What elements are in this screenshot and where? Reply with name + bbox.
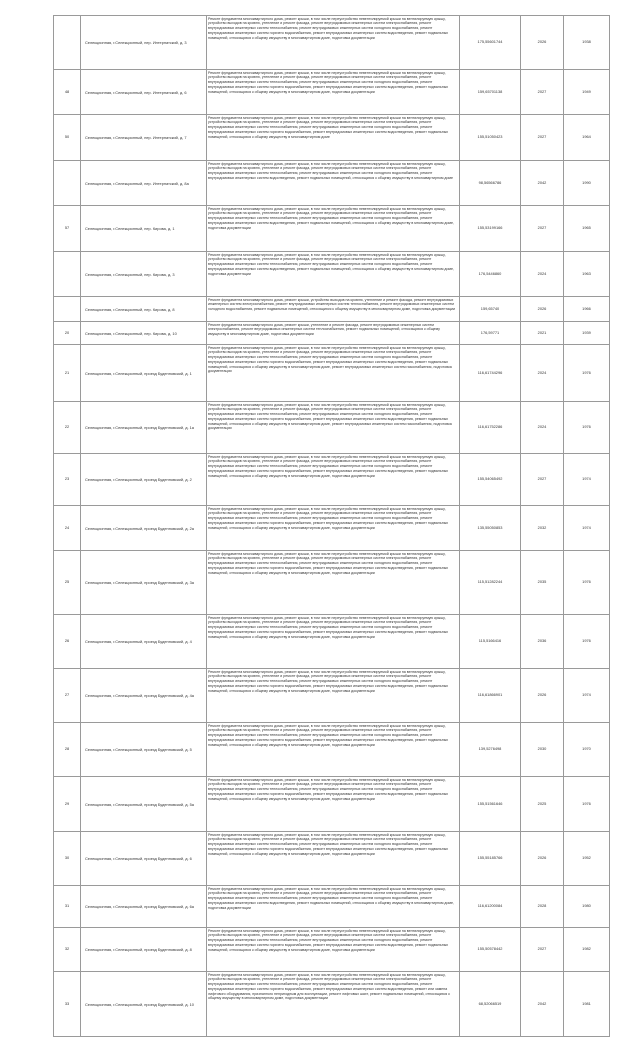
address-cell: Селекционная, г.Селекционный, проезд Буденновский, д. 10	[81, 972, 207, 1037]
build-year-cell: 1952	[564, 832, 610, 886]
table-row	[54, 928, 610, 972]
row-number-cell: 32	[54, 928, 81, 972]
build-year-cell: 1976	[564, 551, 610, 615]
year-cell: 2035	[521, 551, 564, 615]
works-description-cell: Ремонт фундамента многоквартирного дома, ремонт крыши, утепление и ремонт фасада, ремонт внутридомовых инженерных систем электроснабжения, ремонт внутридомовых инженерных систем теплоснабжения, ремонт подвальных помещений, относящихся к общему имуществу в многоквартирном доме, подготовка документации	[207, 322, 460, 345]
value-cell: 175,55601744	[460, 16, 521, 70]
value-cell: 155,51561646	[460, 777, 521, 832]
year-cell: 2027	[521, 928, 564, 972]
table-row	[54, 669, 610, 723]
row-number-cell: 22	[54, 402, 81, 454]
works-description-cell: Ремонт фундамента многоквартирного дома, ремонт крыши, в том числе переустройство невентилируемой крыши на вентилируемую крышу, устройство выходов на кровлю, утепление и ремонт фасада, ремонт внутридомовых инженерных систем электроснабжения, ремонт внутридомовых инженерных систем теплоснабжения, ремонт внутридомовых инженерных систем холодного водоснабжения, ремонт внутридомовых инженерных систем горячего водоснабжения, ремонт внутридомовых инженерных систем водоотведения, ремонт подвальных помещений, относящихся к общему имуществу в многоквартирном доме, подготовка документации	[207, 777, 460, 832]
table-row	[54, 972, 610, 1037]
build-year-cell: 1974	[564, 454, 610, 506]
works-description-cell: Ремонт фундамента многоквартирного дома, ремонт крыши, в том числе переустройство невентилируемой крыши на вентилируемую крышу, устройство выходов на кровлю, утепление и ремонт фасада, ремонт внутридомовых инженерных систем электроснабжения, ремонт внутридомовых инженерных систем теплоснабжения, ремонт внутридомовых инженерных систем холодного водоснабжения, ремонт внутридомовых инженерных систем водоотведения, ремонт подвальных помещений, относящихся к общему имуществу в многоквартирном доме, подготовка документации	[207, 206, 460, 252]
table-row	[54, 115, 610, 161]
value-cell: 155,53199166	[460, 206, 521, 252]
address-cell: Селекционная, г.Селекционный, проезд Буденновский, д. 5а	[81, 777, 207, 832]
works-description-cell: Ремонт фундамента многоквартирного дома, ремонт крыши, в том числе переустройство невентилируемой крыши на вентилируемую крышу, устройство выходов на кровлю, утепление и ремонт фасада, ремонт внутридомовых инженерных систем электроснабжения, ремонт внутридомовых инженерных систем теплоснабжения, ремонт внутридомовых инженерных систем холодного водоснабжения, ремонт внутридомовых инженерных систем водоотведения, ремонт подвальных помещений, относящихся к общему имуществу в многоквартирном доме	[207, 161, 460, 206]
value-cell: 155,51050423	[460, 115, 521, 161]
build-year-cell: 1939	[564, 322, 610, 345]
year-cell: 2028	[521, 886, 564, 928]
works-description-cell: Ремонт фундамента многоквартирного дома, ремонт крыши, в том числе переустройство невентилируемой крыши на вентилируемую крышу, устройство выходов на кровлю, утепление и ремонт фасада, ремонт внутридомовых инженерных систем электроснабжения, ремонт внутридомовых инженерных систем теплоснабжения, ремонт внутридомовых инженерных систем холодного водоснабжения, ремонт внутридомовых инженерных систем горячего водоснабжения, ремонт внутридомовых инженерных систем водоотведения, ремонт подвальных помещений, относящихся к общему имуществу в многоквартирном доме, подготовка документации	[207, 669, 460, 723]
row-number-cell: 28	[54, 723, 81, 777]
works-description-cell: Ремонт фундамента многоквартирного дома, ремонт крыши, в том числе переустройство невентилируемой крыши на вентилируемую крышу, устройство выходов на кровлю, утепление и ремонт фасада, ремонт внутридомовых инженерных систем электроснабжения, ремонт внутридомовых инженерных систем теплоснабжения, ремонт внутридомовых инженерных систем холодного водоснабжения, ремонт внутридомовых инженерных систем горячего водоснабжения, ремонт внутридомовых инженерных систем водоотведения, ремонт подвальных помещений, относящихся к общему имуществу в многоквартирном доме, подготовка документации	[207, 832, 460, 886]
year-cell: 2042	[521, 161, 564, 206]
row-number-cell: 29	[54, 777, 81, 832]
year-cell: 2027	[521, 70, 564, 115]
value-cell: 116,61866901	[460, 669, 521, 723]
row-number-cell: 48	[54, 70, 81, 115]
value-cell: 115,51282244	[460, 551, 521, 615]
table-row	[54, 777, 610, 832]
year-cell: 2027	[521, 206, 564, 252]
address-cell: Селекционная, г.Селекционный, пер. Кирова, д. 10	[81, 322, 207, 345]
row-number-cell: 27	[54, 669, 81, 723]
table-row	[54, 551, 610, 615]
table-row	[54, 345, 610, 402]
year-cell: 2024	[521, 252, 564, 297]
year-cell: 2027	[521, 454, 564, 506]
works-description-cell: Ремонт фундамента многоквартирного дома, ремонт крыши, устройство выходов на кровлю, утепление и ремонт фасада, ремонт внутридомовых инженерных систем электроснабжения, ремонт внутридомовых инженерных систем теплоснабжения, ремонт внутридомовых инженерных систем холодного водоснабжения, ремонт подвальных помещений, относящихся к общему имуществу в многоквартирном доме, подготовка документации	[207, 297, 460, 322]
table-row	[54, 454, 610, 506]
value-cell: 176,5446860	[460, 252, 521, 297]
address-cell: Селекционная, г.Селекционный, пер. Интернатский, д. 7	[81, 115, 207, 161]
year-cell: 2042	[521, 972, 564, 1037]
works-description-cell: Ремонт фундамента многоквартирного дома, ремонт крыши, в том числе переустройство невентилируемой крыши на вентилируемую крышу, устройство выходов на кровлю, утепление и ремонт фасада, ремонт внутридомовых инженерных систем электроснабжения, ремонт внутридомовых инженерных систем теплоснабжения, ремонт внутридомовых инженерных систем холодного водоснабжения, ремонт внутридомовых инженерных систем горячего водоснабжения, ремонт внутридомовых инженерных систем водоотведения, ремонт подвальных помещений, относящихся к общему имуществу в многоквартирном доме, подготовка документации	[207, 16, 460, 70]
value-cell: 115,5166416	[460, 615, 521, 669]
row-number-cell: 33	[54, 972, 81, 1037]
build-year-cell: 1980	[564, 886, 610, 928]
table-row	[54, 723, 610, 777]
table-row	[54, 402, 610, 454]
year-cell: 2026	[521, 16, 564, 70]
row-number-cell: 50	[54, 115, 81, 161]
address-cell: Селекционная, г.Селекционный, пер. Интернатский, д. 3	[81, 16, 207, 70]
year-cell: 2024	[521, 345, 564, 402]
year-cell: 2032	[521, 506, 564, 551]
build-year-cell: 1976	[564, 345, 610, 402]
year-cell: 2036	[521, 615, 564, 669]
row-number-cell	[54, 252, 81, 297]
address-cell: Селекционная, г.Селекционный, проезд Буденновский, д. 2а	[81, 506, 207, 551]
year-cell: 2030	[521, 723, 564, 777]
year-cell: 2021	[521, 322, 564, 345]
build-year-cell: 1974	[564, 669, 610, 723]
value-cell: 159,65701138	[460, 70, 521, 115]
row-number-cell: 30	[54, 832, 81, 886]
address-cell: Селекционная, г.Селекционный, проезд Буденновский, д. 6а	[81, 886, 207, 928]
works-description-cell: Ремонт фундамента многоквартирного дома, ремонт крыши, в том числе переустройство невентилируемой крыши на вентилируемую крышу, устройство выходов на кровлю, утепление и ремонт фасада, ремонт внутридомовых инженерных систем электроснабжения, ремонт внутридомовых инженерных систем теплоснабжения, ремонт внутридомовых инженерных систем холодного водоснабжения, ремонт внутридомовых инженерных систем горячего водоснабжения, ремонт внутридомовых инженерных систем водоотведения, ремонт подвальных помещений, относящихся к общему имуществу в многоквартирном доме, подготовка документации	[207, 454, 460, 506]
build-year-cell: 1966	[564, 297, 610, 322]
build-year-cell: 1976	[564, 615, 610, 669]
build-year-cell: 1982	[564, 928, 610, 972]
row-number-cell: 21	[54, 345, 81, 402]
works-description-cell: Ремонт фундамента многоквартирного дома, ремонт крыши, в том числе переустройство невентилируемой крыши на вентилируемую крышу, устройство выходов на кровлю, утепление и ремонт фасада, ремонт внутридомовых инженерных систем электроснабжения, ремонт внутридомовых инженерных систем теплоснабжения, ремонт внутридомовых инженерных систем холодного водоснабжения, ремонт внутридомовых инженерных систем горячего водоснабжения, ремонт внутридомовых инженерных систем водоотведения, ремонт подвальных помещений, относящихся к общему имуществу в многоквартирном доме, подготовка документации	[207, 70, 460, 115]
address-cell: Селекционная, г.Селекционный, проезд Буденновский, д. 5	[81, 723, 207, 777]
value-cell: 159,65740	[460, 297, 521, 322]
row-number-cell	[54, 297, 81, 322]
year-cell: 2026	[521, 669, 564, 723]
year-cell: 2026	[521, 832, 564, 886]
address-cell: Селекционная, г.Селекционный, проезд Буденновский, д. 4	[81, 615, 207, 669]
works-description-cell: Ремонт фундамента многоквартирного дома, ремонт крыши, в том числе переустройство невентилируемой крыши на вентилируемую крышу, устройство выходов на кровлю, утепление и ремонт фасада, ремонт внутридомовых инженерных систем электроснабжения, ремонт внутридомовых инженерных систем теплоснабжения, ремонт внутридомовых инженерных систем холодного водоснабжения, ремонт внутридомовых инженерных систем горячего водоснабжения, ремонт внутридомовых инженерных систем водоотведения, ремонт подвальных помещений, относящихся к общему имуществу в многоквартирном доме, ремонт внутридомовых инженерных систем газоснабжения, подготовка документации	[207, 402, 460, 454]
address-cell: Селекционная, г.Селекционный, проезд Буденновский, д. 2	[81, 454, 207, 506]
year-cell: 2025	[521, 777, 564, 832]
table-row	[54, 832, 610, 886]
build-year-cell: 1949	[564, 70, 610, 115]
year-cell: 2024	[521, 402, 564, 454]
year-cell: 2026	[521, 297, 564, 322]
table-row	[54, 886, 610, 928]
build-year-cell: 1965	[564, 206, 610, 252]
address-cell: Селекционная, г.Селекционный, пер. Интернатский, д. 6	[81, 70, 207, 115]
build-year-cell: 1963	[564, 252, 610, 297]
table-row	[54, 615, 610, 669]
value-cell: 155,54065492	[460, 454, 521, 506]
address-cell: Селекционная, г.Селекционный, проезд Буденновский, д. 8	[81, 928, 207, 972]
works-description-cell: Ремонт фундамента многоквартирного дома, ремонт крыши, в том числе переустройство невентилируемой крыши на вентилируемую крышу, устройство выходов на кровлю, утепление и ремонт фасада, ремонт внутридомовых инженерных систем электроснабжения, ремонт внутридомовых инженерных систем теплоснабжения, ремонт внутридомовых инженерных систем холодного водоснабжения, ремонт внутридомовых инженерных систем водоотведения, ремонт подвальных помещений, относящихся к общему имуществу в многоквартирном доме, подготовка документации	[207, 252, 460, 297]
value-cell: 116,61744296	[460, 345, 521, 402]
value-cell: 176,59771	[460, 322, 521, 345]
table-row	[54, 16, 610, 70]
table-row	[54, 297, 610, 322]
works-description-cell: Ремонт фундамента многоквартирного дома, ремонт крыши, в том числе переустройство невентилируемой крыши на вентилируемую крышу, устройство выходов на кровлю, утепление и ремонт фасада, ремонт внутридомовых инженерных систем электроснабжения, ремонт внутридомовых инженерных систем теплоснабжения, ремонт внутридомовых инженерных систем холодного водоснабжения, ремонт внутридомовых инженерных систем горячего водоснабжения, ремонт внутридомовых инженерных систем водоотведения, ремонт подвальных помещений, относящихся к общему имуществу в многоквартирном доме, подготовка документации	[207, 723, 460, 777]
value-cell: 68,52066519	[460, 972, 521, 1037]
table-body	[54, 16, 610, 1037]
address-cell: Селекционная, г.Селекционный, пер. Кирова, д. 8	[81, 297, 207, 322]
works-description-cell: Ремонт фундамента многоквартирного дома, ремонт крыши, в том числе переустройство невентилируемой крыши на вентилируемую крышу, устройство выходов на кровлю, утепление и ремонт фасада, ремонт внутридомовых инженерных систем электроснабжения, ремонт внутридомовых инженерных систем теплоснабжения, ремонт внутридомовых инженерных систем холодного водоснабжения, ремонт внутридомовых инженерных систем горячего водоснабжения, ремонт внутридомовых инженерных систем водоотведения, ремонт подвальных помещений, относящихся к общему имуществу в многоквартирном доме, подготовка документации	[207, 928, 460, 972]
build-year-cell: 1970	[564, 723, 610, 777]
value-cell: 135,55050853	[460, 506, 521, 551]
build-year-cell: 1964	[564, 115, 610, 161]
works-description-cell: Ремонт фундамента многоквартирного дома, ремонт крыши, в том числе переустройство невентилируемой крыши на вентилируемую крышу, устройство выходов на кровлю, утепление и ремонт фасада, ремонт внутридомовых инженерных систем электроснабжения, ремонт внутридомовых инженерных систем теплоснабжения, ремонт внутридомовых инженерных систем холодного водоснабжения, ремонт внутридомовых инженерных систем водоотведения, ремонт подвальных помещений, относящихся к общему имуществу в многоквартирном доме, подготовка документации	[207, 886, 460, 928]
build-year-cell: 1938	[564, 16, 610, 70]
build-year-cell: 1976	[564, 402, 610, 454]
value-cell: 116,61752286	[460, 402, 521, 454]
address-cell: Селекционная, г.Селекционный, проезд Буденновский, д. 1	[81, 345, 207, 402]
address-cell: Селекционная, г.Селекционный, проезд Буденновский, д. 6	[81, 832, 207, 886]
works-description-cell: Ремонт фундамента многоквартирного дома, ремонт крыши, в том числе переустройство невентилируемой крыши на вентилируемую крышу, устройство выходов на кровлю, утепление и ремонт фасада, ремонт внутридомовых инженерных систем электроснабжения, ремонт внутридомовых инженерных систем теплоснабжения, ремонт внутридомовых инженерных систем холодного водоснабжения, ремонт внутридомовых инженерных систем горячего водоснабжения, ремонт внутридомовых инженерных систем водоотведения, ремонт подвальных помещений, относящихся к общему имуществу в многоквартирном доме, подготовка документации	[207, 506, 460, 551]
table-row	[54, 252, 610, 297]
value-cell: 155,55185766	[460, 832, 521, 886]
address-cell: Селекционная, г.Селекционный, пер. Интернатский, д. 8а	[81, 161, 207, 206]
value-cell: 155,50578442	[460, 928, 521, 972]
repair-register-table	[53, 15, 610, 1037]
build-year-cell: 1990	[564, 161, 610, 206]
address-cell: Селекционная, г.Селекционный, пер. Кирова, д. 1	[81, 206, 207, 252]
works-description-cell: Ремонт фундамента многоквартирного дома, ремонт крыши, в том числе переустройство невентилируемой крыши на вентилируемую крышу, устройство выходов на кровлю, утепление и ремонт фасада, ремонт внутридомовых инженерных систем электроснабжения, ремонт внутридомовых инженерных систем теплоснабжения, ремонт внутридомовых инженерных систем холодного водоснабжения, ремонт внутридомовых инженерных систем горячего водоснабжения, ремонт внутридомовых инженерных систем водоотведения, ремонт подвальных помещений, относящихся к общему имуществу в многоквартирном доме	[207, 115, 460, 161]
works-description-cell: Ремонт фундамента многоквартирного дома, ремонт крыши, в том числе переустройство невентилируемой крыши на вентилируемую крышу, устройство выходов на кровлю, утепление и ремонт фасада, ремонт внутридомовых инженерных систем электроснабжения, ремонт внутридомовых инженерных систем теплоснабжения, ремонт внутридомовых инженерных систем холодного водоснабжения, ремонт внутридомовых инженерных систем горячего водоснабжения, ремонт внутридомовых инженерных систем водоотведения, ремонт подвальных помещений, относящихся к общему имуществу в многоквартирном доме, подготовка документации	[207, 551, 460, 615]
table-row	[54, 506, 610, 551]
works-description-cell: Ремонт фундамента многоквартирного дома, ремонт крыши, в том числе переустройство невентилируемой крыши на вентилируемую крышу, устройство выходов на кровлю, утепление и ремонт фасада, ремонт внутридомовых инженерных систем электроснабжения, ремонт внутридомовых инженерных систем теплоснабжения, ремонт внутридомовых инженерных систем холодного водоснабжения, ремонт внутридомовых инженерных систем горячего водоснабжения, ремонт внутридомовых инженерных систем водоотведения, ремонт подвальных помещений, относящихся к общему имуществу в многоквартирном доме, ремонт внутридомовых инженерных систем газоснабжения, подготовка документации	[207, 345, 460, 402]
value-cell: 139,5276498	[460, 723, 521, 777]
build-year-cell: 1981	[564, 972, 610, 1037]
row-number-cell	[54, 161, 81, 206]
value-cell: 116,61200084	[460, 886, 521, 928]
row-number-cell: 23	[54, 454, 81, 506]
works-description-cell: Ремонт фундамента многоквартирного дома, ремонт крыши, в том числе переустройство невентилируемой крыши на вентилируемую крышу, устройство выходов на кровлю, утепление и ремонт фасада, ремонт внутридомовых инженерных систем электроснабжения, ремонт внутридомовых инженерных систем теплоснабжения, ремонт внутридомовых инженерных систем холодного водоснабжения, ремонт внутридомовых инженерных систем горячего водоснабжения, ремонт внутридомовых инженерных систем водоотведения, ремонт подвальных помещений, относящихся к общему имуществу в многоквартирном доме, подготовка документации	[207, 615, 460, 669]
works-description-cell: Ремонт фундамента многоквартирного дома, ремонт крыши, в том числе переустройство невентилируемой крыши на вентилируемую крышу, устройство выходов на кровлю, утепление и ремонт фасада, ремонт внутридомовых инженерных систем электроснабжения, ремонт внутридомовых инженерных систем теплоснабжения, ремонт внутридомовых инженерных систем холодного водоснабжения, ремонт внутридомовых инженерных систем горячего водоснабжения, ремонт внутридомовых инженерных систем водоотведения, ремонт или замена лифтового оборудования, признанного непригодным для эксплуатации, ремонт лифтовых шахт, ремонт подвальных помещений, относящихся к общему имуществу в многоквартирном доме, подготовка документации	[207, 972, 460, 1037]
row-number-cell: 31	[54, 886, 81, 928]
table-row	[54, 70, 610, 115]
year-cell: 2027	[521, 115, 564, 161]
address-cell: Селекционная, г.Селекционный, пер. Кирова, д. 3	[81, 252, 207, 297]
build-year-cell: 1974	[564, 506, 610, 551]
address-cell: Селекционная, г.Селекционный, проезд Буденновский, д. 3а	[81, 551, 207, 615]
row-number-cell: 26	[54, 615, 81, 669]
row-number-cell: 57	[54, 206, 81, 252]
table-row	[54, 161, 610, 206]
row-number-cell	[54, 16, 81, 70]
address-cell: Селекционная, г.Селекционный, проезд Буденновский, д. 1а	[81, 402, 207, 454]
table-row	[54, 322, 610, 345]
row-number-cell: 24	[54, 506, 81, 551]
row-number-cell: 25	[54, 551, 81, 615]
table-row	[54, 206, 610, 252]
address-cell: Селекционная, г.Селекционный, проезд Буденновский, д. 4а	[81, 669, 207, 723]
build-year-cell: 1976	[564, 777, 610, 832]
row-number-cell: 20	[54, 322, 81, 345]
value-cell: 98,56566786	[460, 161, 521, 206]
